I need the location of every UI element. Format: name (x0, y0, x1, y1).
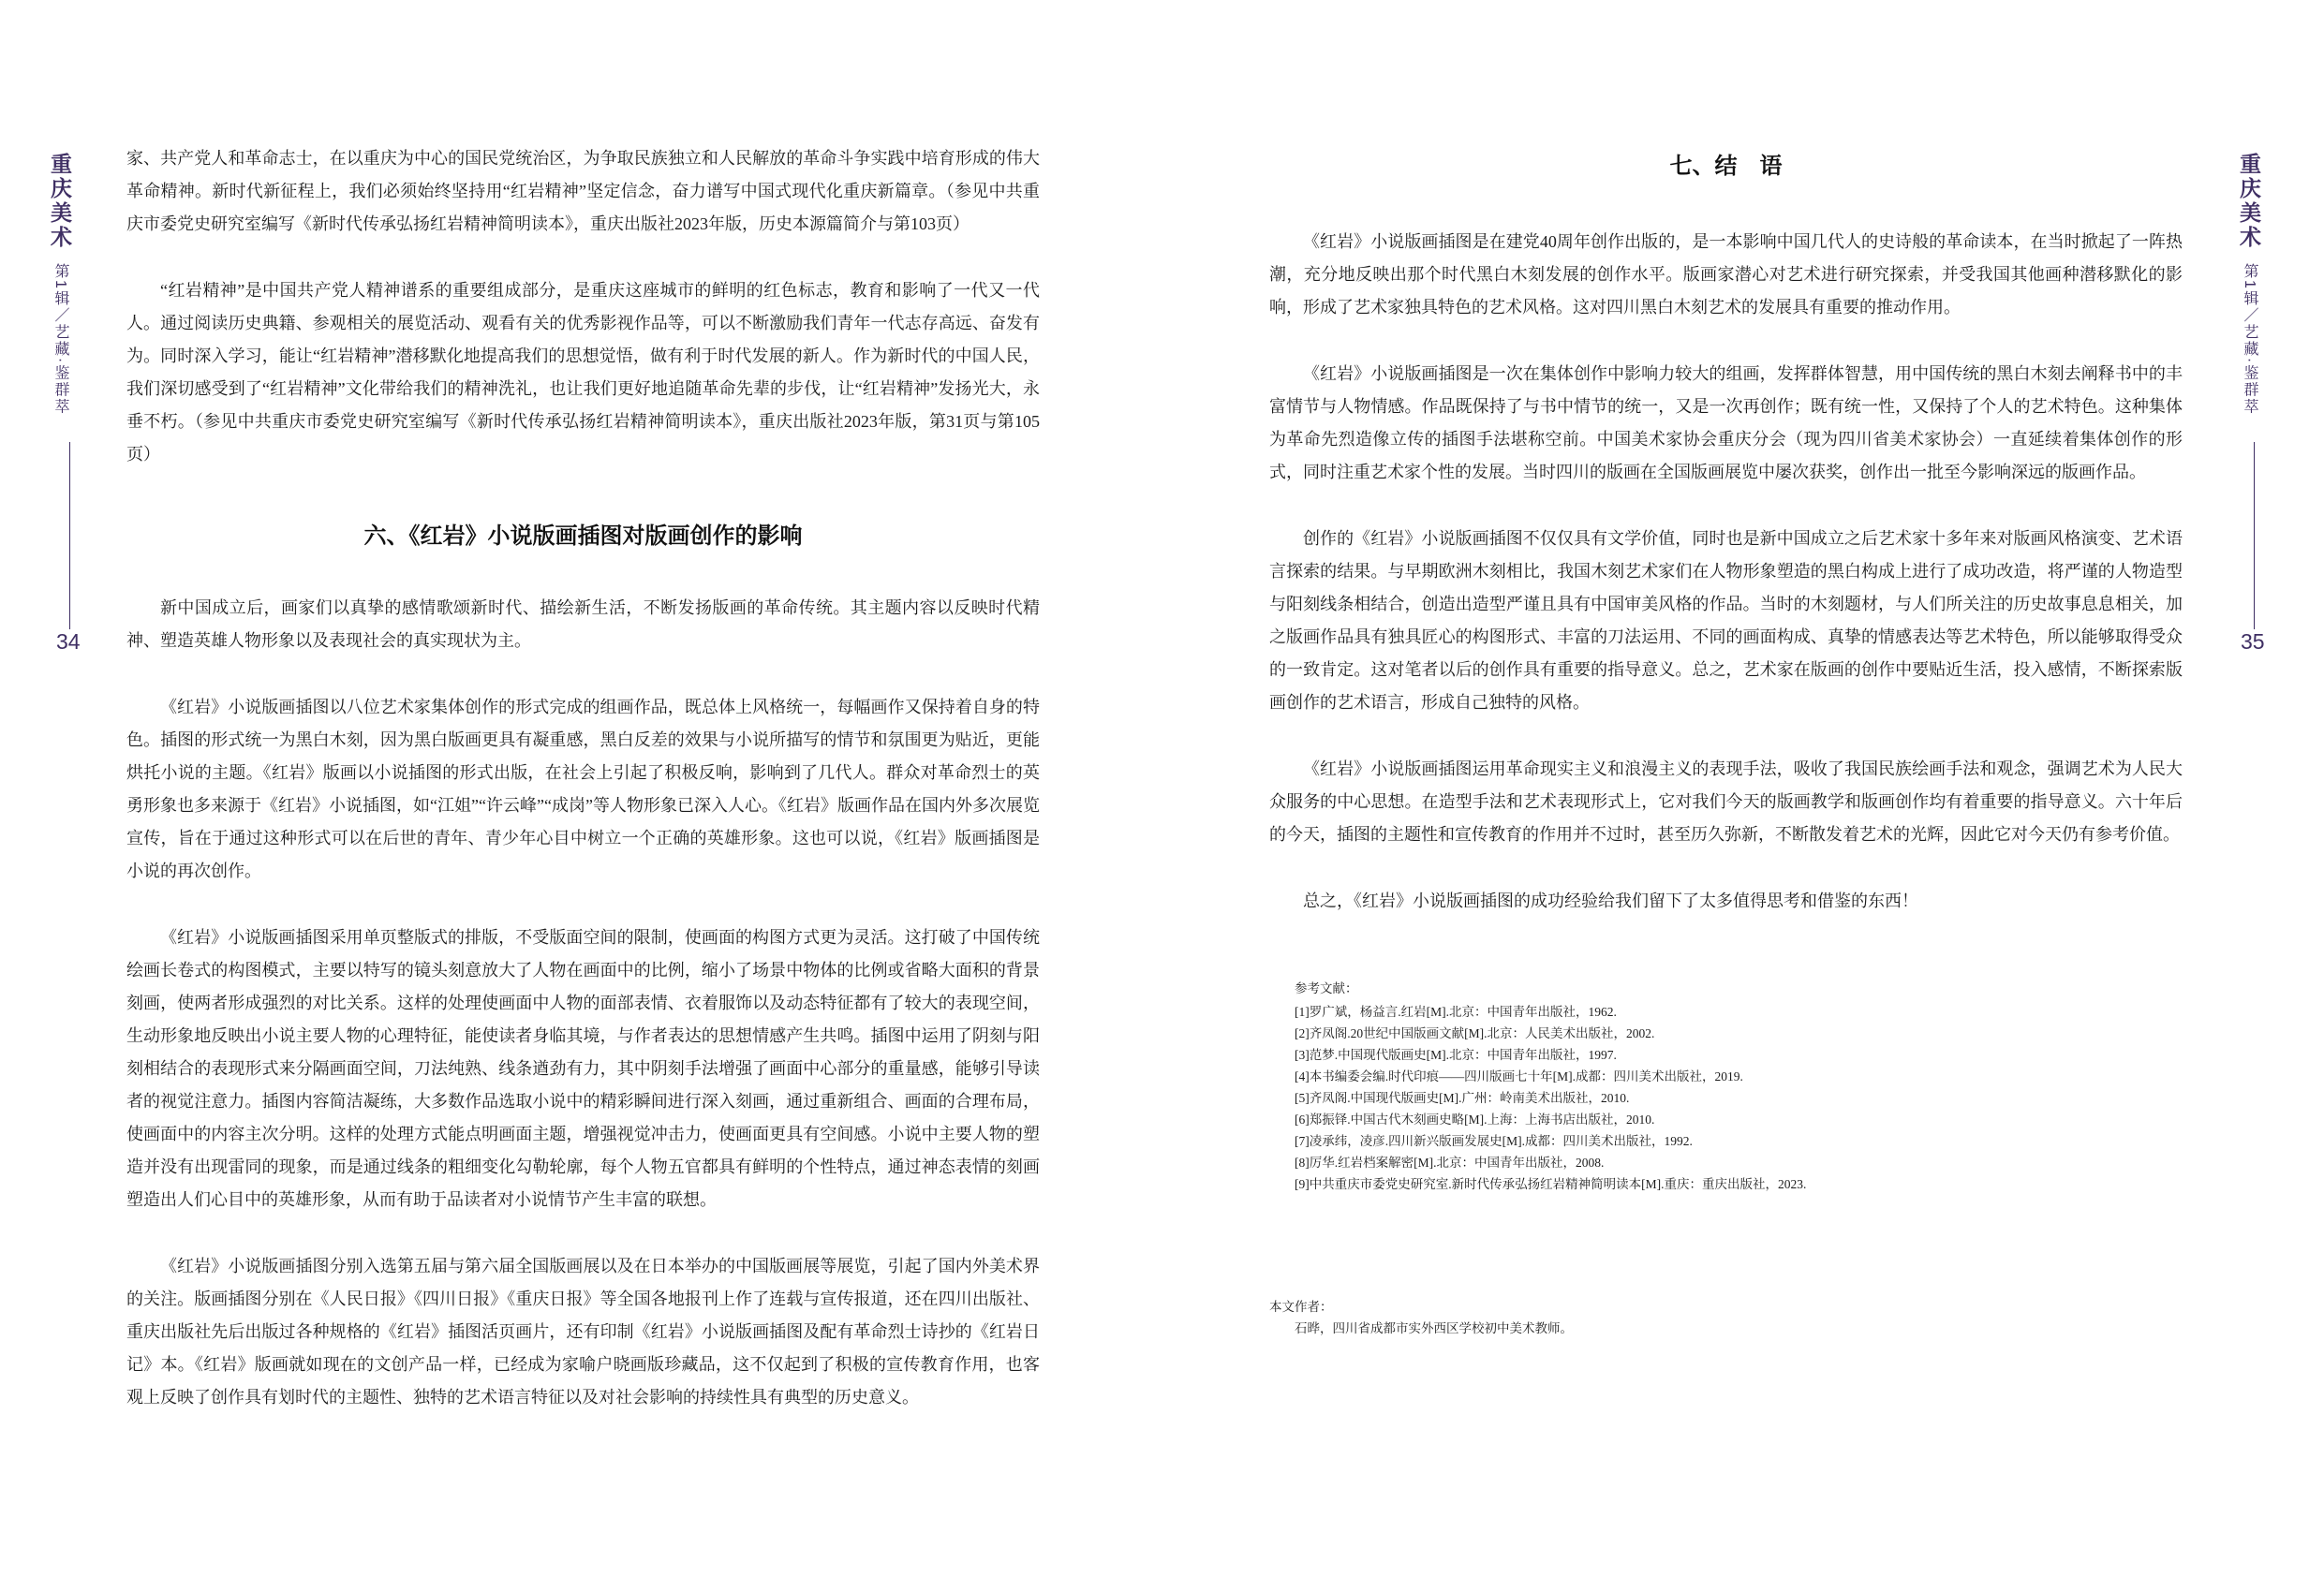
body-paragraph: 《红岩》小说版画插图是在建党40周年创作出版的，是一本影响中国几代人的史诗般的革命读本，在当时掀起了一阵热潮，充分地反映出那个时代黑白木刻发展的创作水平。版画家潜心对艺术进行研究探索，并受我国其他画种潜移默化的影响，形成了艺术家独具特色的艺术风格。这对四川黑白木刻艺术的发展具有重要的推动作用。 (1269, 232, 2183, 317)
left-page-number: 34 (56, 629, 81, 654)
right-page-number: 35 (2241, 629, 2265, 654)
body-paragraph: “红岩精神”是中国共产党人精神谱系的重要组成部分，是重庆这座城市的鲜明的红色标志，教育和影响了一代又一代人。通过阅读历史典籍、参观相关的展览活动、观看有关的优秀影视作品等，可以不断激励我们青年一代志存高远、奋发有为。同时深入学习，能让“红岩精神”潜移默化地提高我们的思想觉悟，做有利于时代发展的新人。作为新时代的中国人民，我们深切感受到了“红岩精神”文化带给我们的精神洗礼，也让我们更好地追随革命先辈的步伐，让“红岩精神”发扬光大，永垂不朽。（参见中共重庆市委党史研究室编写《新时代传承弘扬红岩精神简明读本》，重庆出版社2023年版，第31页与第105页） (126, 281, 1040, 464)
series-title: 重庆美术 (2237, 153, 2261, 250)
left-page-text-column (126, 142, 1040, 1448)
reference-item: [3]范梦.中国现代版画史[M].北京：中国青年出版社，1997. (1295, 1048, 1617, 1062)
right-page-text-column (1269, 150, 2183, 1339)
body-paragraph: 家、共产党人和革命志士，在以重庆为中心的国民党统治区，为争取民族独立和人民解放的革命斗争实践中培育形成的伟大革命精神。新时代新征程上，我们必须始终坚持用“红岩精神”坚定信念，奋力谱写中国式现代化重庆新篇章。（参见中共重庆市委党史研究室编写《新时代传承弘扬红岩精神简明读本》，重庆出版社2023年版，历史本源篇简介与第103页） (126, 149, 1040, 233)
right-sidebar-vertical-title (2234, 153, 2265, 415)
body-paragraph: 总之，《红岩》小说版画插图的成功经验给我们留下了太多值得思考和借鉴的东西！ (1303, 892, 1918, 910)
body-paragraph: 新中国成立后，画家们以真挚的感情歌颂新时代、描绘新生活，不断发扬版画的革命传统。其主题内容以反映时代精神、塑造英雄人物形象以及表现社会的真实现状为主。 (126, 598, 1040, 650)
left-sidebar-vertical-title (45, 153, 76, 415)
body-paragraph: 《红岩》小说版画插图采用单页整版式的排版，不受版面空间的限制，使画面的构图方式更为灵活。这打破了中国传统绘画长卷式的构图模式，主要以特写的镜头刻意放大了人物在画面中的比例，缩小了场景中物体的比例或省略大面积的背景刻画，使两者形成强烈的对比关系。这样的处理使画面中人物的面部表情、衣着服饰以及动态特征都有了较大的表现空间，生动形象地反映出小说主要人物的心理特征，能使读者身临其境，与作者表达的思想情感产生共鸣。插图中运用了阴刻与阳刻相结合的表现形式来分隔画面空间，刀法纯熟、线条遒劲有力，其中阴刻手法增强了画面中心部分的重量感，能够引导读者的视觉注意力。插图内容简洁凝练，大多数作品选取小说中的精彩瞬间进行深入刻画，通过重新组合、画面的合理布局，使画面中的内容主次分明。这样的处理方式能点明画面主题，增强视觉冲击力，使画面更具有空间感。小说中主要人物的塑造并没有出现雷同的现象，而是通过线条的粗细变化勾勒轮廓，每个人物五官都具有鲜明的个性特点，通过神态表情的刻画塑造出人们心目中的英雄形象，从而有助于品读者对小说情节产生丰富的联想。 (126, 928, 1040, 1209)
conclusion-heading: 七、结 语 (1669, 154, 1783, 179)
author-label: 本文作者： (1269, 1300, 1333, 1314)
body-paragraph: 《红岩》小说版画插图运用革命现实主义和浪漫主义的表现手法，吸收了我国民族绘画手法和观念，强调艺术为人民大众服务的中心思想。在造型手法和艺术表现形式上，它对我们今天的版画教学和版画创作均有着重要的指导意义。六十年后的今天，插图的主题性和宣传教育的作用并不过时，甚至历久弥新，不断散发着艺术的光辉，因此它对今天仍有参考价值。 (1269, 759, 2183, 844)
author-section (1269, 1296, 2183, 1339)
section-heading-six: 六、《红岩》小说版画插图对版画创作的影响 (363, 523, 803, 549)
references-section (1269, 978, 2183, 1195)
reference-item: [1]罗广斌，杨益言.红岩[M].北京：中国青年出版社，1962. (1295, 1005, 1617, 1019)
reference-item: [8]厉华.红岩档案解密[M].北京：中国青年出版社，2008. (1295, 1156, 1605, 1170)
series-title: 重庆美术 (48, 153, 72, 250)
body-paragraph: 《红岩》小说版画插图是一次在集体创作中影响力较大的组画，发挥群体智慧，用中国传统的黑白木刻去阐释书中的丰富情节与人物情感。作品既保持了与书中情节的统一，又是一次再创作；既有统一性，又保持了个人的艺术特色。这种集体为革命先烈造像立传的插图手法堪称空前。中国美术家协会重庆分会（现为四川省美术家协会）一直延续着集体创作的形式，同时注重艺术家个性的发展。当时四川的版画在全国版画展览中屡次获奖，创作出一批至今影响深远的版画作品。 (1269, 364, 2183, 481)
body-paragraph: 《红岩》小说版画插图分别入选第五届与第六届全国版画展以及在日本举办的中国版画展等展览，引起了国内外美术界的关注。版画插图分别在《人民日报》《四川日报》《重庆日报》等全国各地报刊上作了连载与宣传报道，还在四川出版社、重庆出版社先后出版过各种规格的《红岩》插图活页画片，还有印制《红岩》小说版画插图及配有革命烈士诗抄的《红岩日记》本。《红岩》版画就如现在的文创产品一样，已经成为家喻户晓画版珍藏品，这不仅起到了积极的宣传教育作用，也客观上反映了创作具有划时代的主题性、独特的艺术语言特征以及对社会影响的持续性具有典型的历史意义。 (126, 1257, 1040, 1407)
body-paragraph: 创作的《红岩》小说版画插图不仅仅具有文学价值，同时也是新中国成立之后艺术家十多年来对版画风格演变、艺术语言探索的结果。与早期欧洲木刻相比，我国木刻艺术家们在人物形象塑造的黑白构成上进行了成功改造，将严谨的人物造型与阳刻线条相结合，创造出造型严谨且具有中国审美风格的作品。当时的木刻题材，与人们所关注的历史故事息息相关，加之版画作品具有独具匠心的构图形式、丰富的刀法运用、不同的画面构成、真挚的情感表达等艺术特色，所以能够取得受众的一致肯定。这对笔者以后的创作具有重要的指导意义。总之，艺术家在版画的创作中要贴近生活，投入感情，不断探索版画创作的艺术语言，形成自己独特的风格。 (1269, 529, 2183, 712)
left-sidebar-rule (69, 442, 70, 629)
reference-item: [7]凌承纬，凌彦.四川新兴版画发展史[M].成都：四川美术出版社，1992. (1295, 1134, 1693, 1148)
reference-item: [2]齐凤阁.20世纪中国版画文献[M].北京：人民美术出版社，2002. (1295, 1026, 1655, 1040)
volume-subtitle: 第1辑／艺藏·鉴群萃 (2242, 263, 2257, 416)
right-sidebar-rule (2254, 442, 2255, 629)
reference-item: [6]郑振铎.中国古代木刻画史略[M].上海：上海书店出版社，2010. (1295, 1113, 1655, 1127)
author-name-line: 石晔，四川省成都市实外西区学校初中美术教师。 (1295, 1321, 1573, 1335)
volume-subtitle: 第1辑／艺藏·鉴群萃 (52, 263, 68, 416)
reference-item: [5]齐凤阁.中国现代版画史[M].广州：岭南美术出版社，2010. (1295, 1091, 1630, 1105)
references-heading: 参考文献： (1295, 981, 1358, 995)
body-paragraph: 《红岩》小说版画插图以八位艺术家集体创作的形式完成的组画作品，既总体上风格统一，每幅画作又保持着自身的特色。插图的形式统一为黑白木刻，因为黑白版画更具有凝重感，黑白反差的效果与小说所描写的情节和氛围更为贴近，更能烘托小说的主题。《红岩》版画以小说插图的形式出版，在社会上引起了积极反响，影响到了几代人。群众对革命烈士的英勇形象也多来源于《红岩》小说插图，如“江姐”“许云峰”“成岗”等人物形象已深入人心。《红岩》版画作品在国内外多次展览宣传，旨在于通过这种形式可以在后世的青年、青少年心目中树立一个正确的英雄形象。这也可以说，《红岩》版画插图是小说的再次创作。 (126, 698, 1040, 880)
reference-item: [4]本书编委会编.时代印痕——四川版画七十年[M].成都：四川美术出版社，2019. (1295, 1069, 1743, 1083)
reference-item: [9]中共重庆市委党史研究室.新时代传承弘扬红岩精神简明读本[M].重庆：重庆出版社，2023. (1295, 1177, 1807, 1191)
